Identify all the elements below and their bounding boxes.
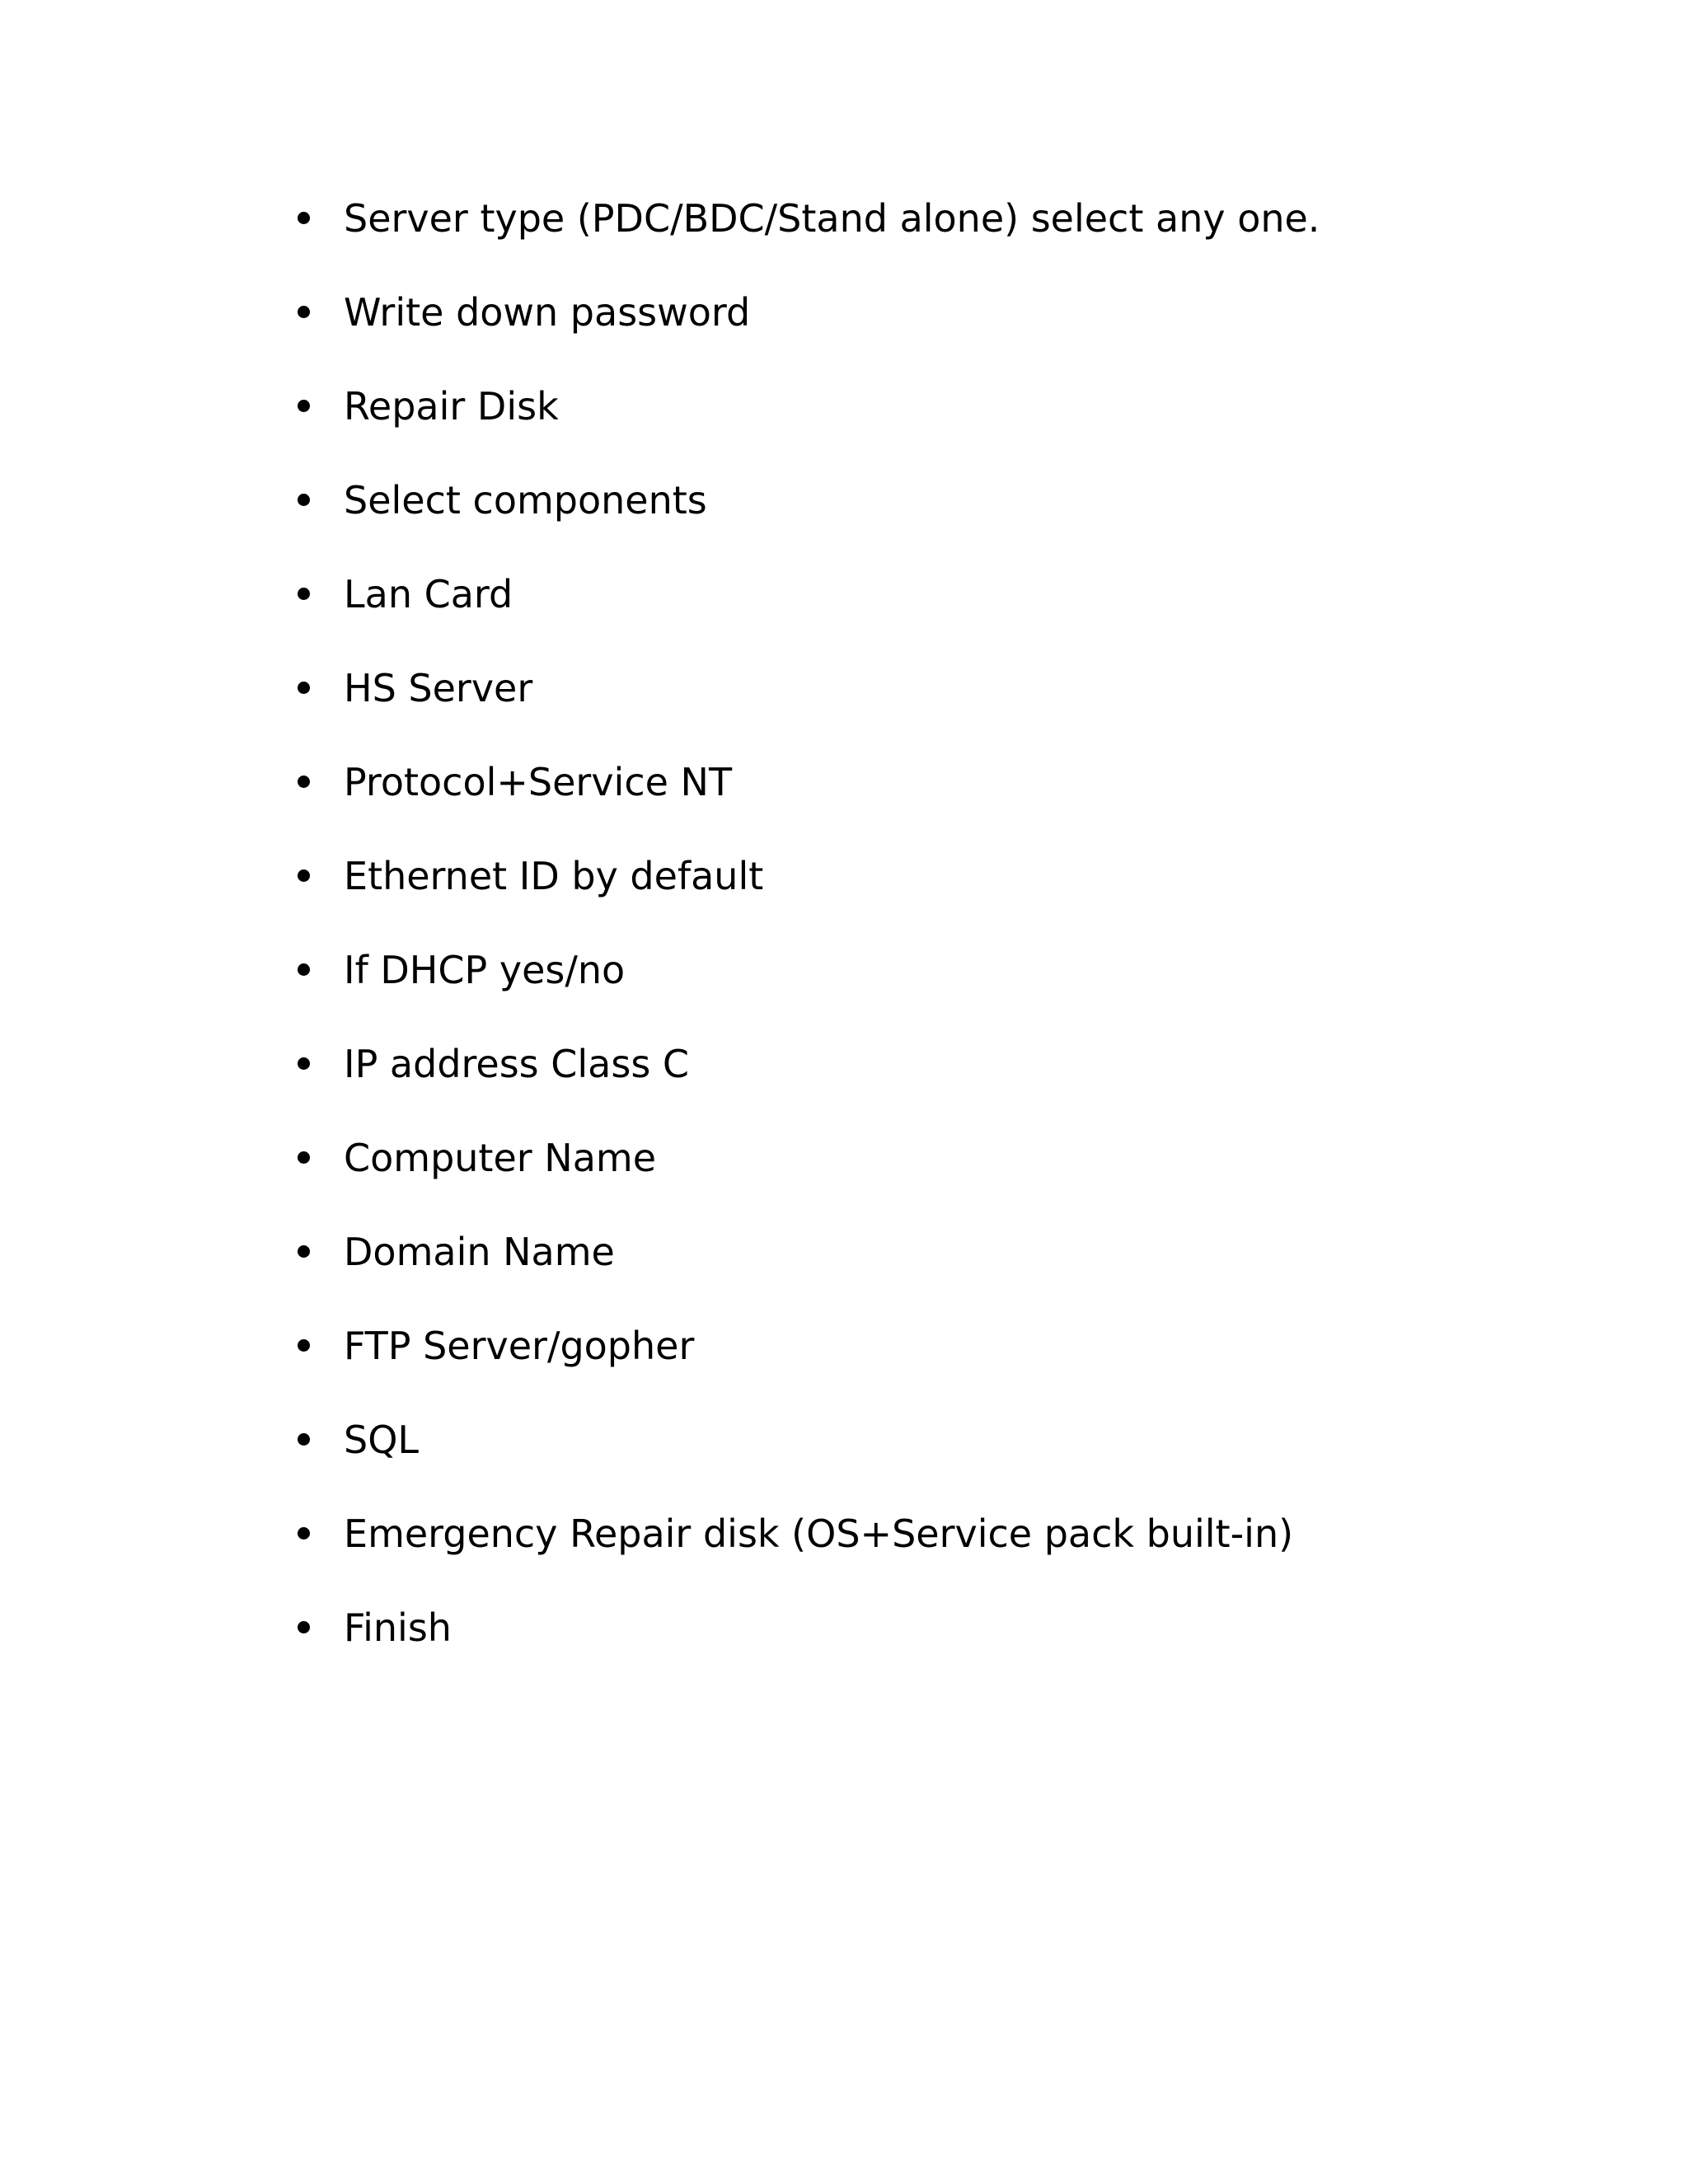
bullet-list <box>0 190 1688 1693</box>
bullet-icon <box>298 1057 310 1070</box>
list-item-text: Lan Card <box>344 572 513 616</box>
list-item-text: SQL <box>344 1418 420 1462</box>
bullet-icon <box>298 1245 310 1258</box>
list-item <box>0 1505 1688 1599</box>
list-item <box>0 284 1688 377</box>
list-item-text: Ethernet ID by default <box>344 854 764 898</box>
list-item <box>0 753 1688 847</box>
bullet-icon <box>298 1151 310 1164</box>
bullet-icon <box>298 869 310 882</box>
list-item <box>0 377 1688 471</box>
bullet-icon <box>298 963 310 976</box>
list-item <box>0 1035 1688 1129</box>
list-item <box>0 941 1688 1035</box>
list-item-text: Computer Name <box>344 1136 657 1180</box>
list-item-text: Write down password <box>344 290 751 335</box>
list-item-text: IP address Class C <box>344 1042 690 1086</box>
list-item-text: Emergency Repair disk (OS+Service pack built-in) <box>344 1511 1294 1556</box>
list-item <box>0 1223 1688 1317</box>
list-item <box>0 659 1688 753</box>
list-item-text: If DHCP yes/no <box>344 948 626 992</box>
bullet-icon <box>298 494 310 506</box>
bullet-icon <box>298 1621 310 1633</box>
list-item-text: FTP Server/gopher <box>344 1324 695 1368</box>
list-item-text: HS Server <box>344 666 533 710</box>
bullet-icon <box>298 1339 310 1352</box>
bullet-icon <box>298 588 310 600</box>
bullet-icon <box>298 400 310 412</box>
list-item <box>0 1317 1688 1411</box>
list-item-text: Finish <box>344 1605 452 1650</box>
list-item-text: Repair Disk <box>344 384 559 429</box>
list-item <box>0 847 1688 941</box>
bullet-icon <box>298 212 310 224</box>
list-item <box>0 1129 1688 1223</box>
list-item <box>0 471 1688 565</box>
list-item-text: Domain Name <box>344 1230 615 1274</box>
list-item-text: Select components <box>344 478 707 523</box>
list-item <box>0 1411 1688 1505</box>
bullet-icon <box>298 1433 310 1446</box>
bullet-icon <box>298 776 310 788</box>
list-item-text: Protocol+Service NT <box>344 760 733 804</box>
bullet-icon <box>298 1527 310 1540</box>
list-item <box>0 1599 1688 1693</box>
list-item <box>0 190 1688 284</box>
bullet-icon <box>298 682 310 694</box>
list-item-text: Server type (PDC/BDC/Stand alone) select any one. <box>344 196 1320 241</box>
list-item <box>0 565 1688 659</box>
bullet-icon <box>298 306 310 318</box>
